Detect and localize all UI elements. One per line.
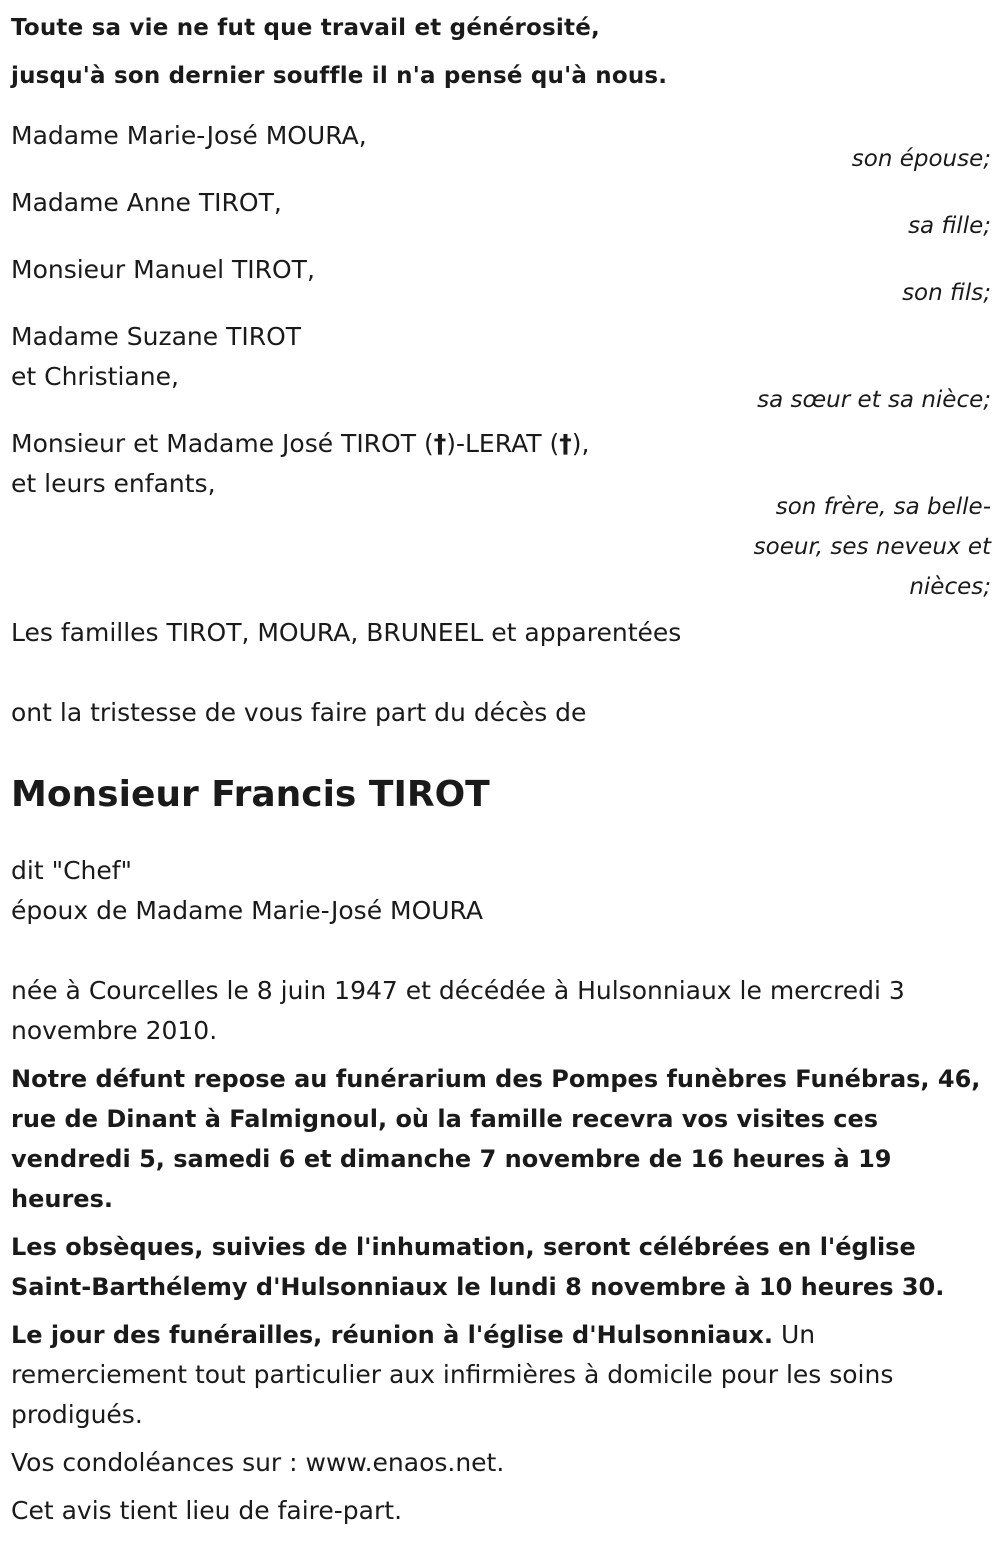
member-name: Madame Marie-José MOURA,	[11, 121, 367, 150]
condolences: Vos condoléances sur : www.enaos.net.	[11, 1448, 505, 1477]
dagger-icon: †	[433, 429, 447, 458]
gathering-bold: Le jour des funérailles, réunion à l'église d'Hulsonniaux.	[11, 1321, 774, 1349]
member-relation: son fils;	[902, 280, 991, 306]
birth-death: née à Courcelles le 8 juin 1947 et décédée à Hulsonniaux le mercredi 3 novembre 2010.	[11, 976, 905, 1045]
epigraph	[11, 4, 991, 100]
dagger-icon: †	[559, 429, 572, 458]
announcement: ont la tristesse de vous faire part du décès de	[11, 698, 587, 727]
family-member-son	[11, 250, 991, 313]
relation-line: nièces;	[909, 574, 991, 600]
deceased-name: Monsieur Francis TIROT	[11, 774, 490, 815]
nickname: dit "Chef"	[11, 856, 133, 885]
name-part: )-LERAT (	[446, 429, 560, 458]
member-name-line-1	[11, 424, 991, 464]
name-part: ),	[571, 429, 590, 458]
families-line: Les familles TIROT, MOURA, BRUNEEL et apparentées	[11, 618, 682, 647]
family-list	[11, 116, 991, 607]
rest-info: Notre défunt repose au funérarium des Pompes funèbres Funébras, 46, rue de Dinant à Falmignoul, où la famille recevra vos visites ces vendredi 5, samedi 6 et dimanche 7 novembre de 16 heures à 19 heures.	[11, 1065, 981, 1213]
family-member-brother	[11, 424, 991, 607]
member-relation: son épouse;	[851, 146, 991, 172]
member-name-line-1: Madame Suzane TIROT	[11, 322, 302, 351]
member-name-line-2: et Christiane,	[11, 362, 179, 391]
spouse-line: époux de Madame Marie-José MOURA	[11, 896, 484, 925]
member-relation: sa fille;	[908, 213, 991, 239]
member-relation: sa sœur et sa nièce;	[757, 387, 991, 413]
relation-line: son frère, sa belle-	[775, 494, 991, 520]
notice: Cet avis tient lieu de faire-part.	[11, 1496, 403, 1525]
member-name: Monsieur Manuel TIROT,	[11, 255, 315, 284]
epigraph-line-1: Toute sa vie ne fut que travail et générosité,	[11, 15, 600, 41]
member-relation	[741, 487, 991, 607]
family-member-daughter	[11, 183, 991, 246]
family-member-sister	[11, 317, 991, 420]
member-name: Madame Anne TIROT,	[11, 188, 282, 217]
gathering-info	[11, 1315, 991, 1435]
member-name-line-2: et leurs enfants,	[11, 469, 216, 498]
epigraph-line-2: jusqu'à son dernier souffle il n'a pensé qu'à nous.	[11, 63, 668, 89]
obituary-notice	[11, 0, 991, 1531]
gathering-rest: Un remerciement tout particulier aux infirmières à domicile pour les soins prodigués.	[11, 1320, 894, 1429]
relation-line: soeur, ses neveux et	[753, 534, 991, 560]
family-member-spouse	[11, 116, 991, 179]
funeral-info: Les obsèques, suivies de l'inhumation, seront célébrées en l'église Saint-Barthélemy d'Hulsonniaux le lundi 8 novembre à 10 heures 30.	[11, 1233, 945, 1301]
name-part: Monsieur et Madame José TIROT (	[11, 429, 434, 458]
